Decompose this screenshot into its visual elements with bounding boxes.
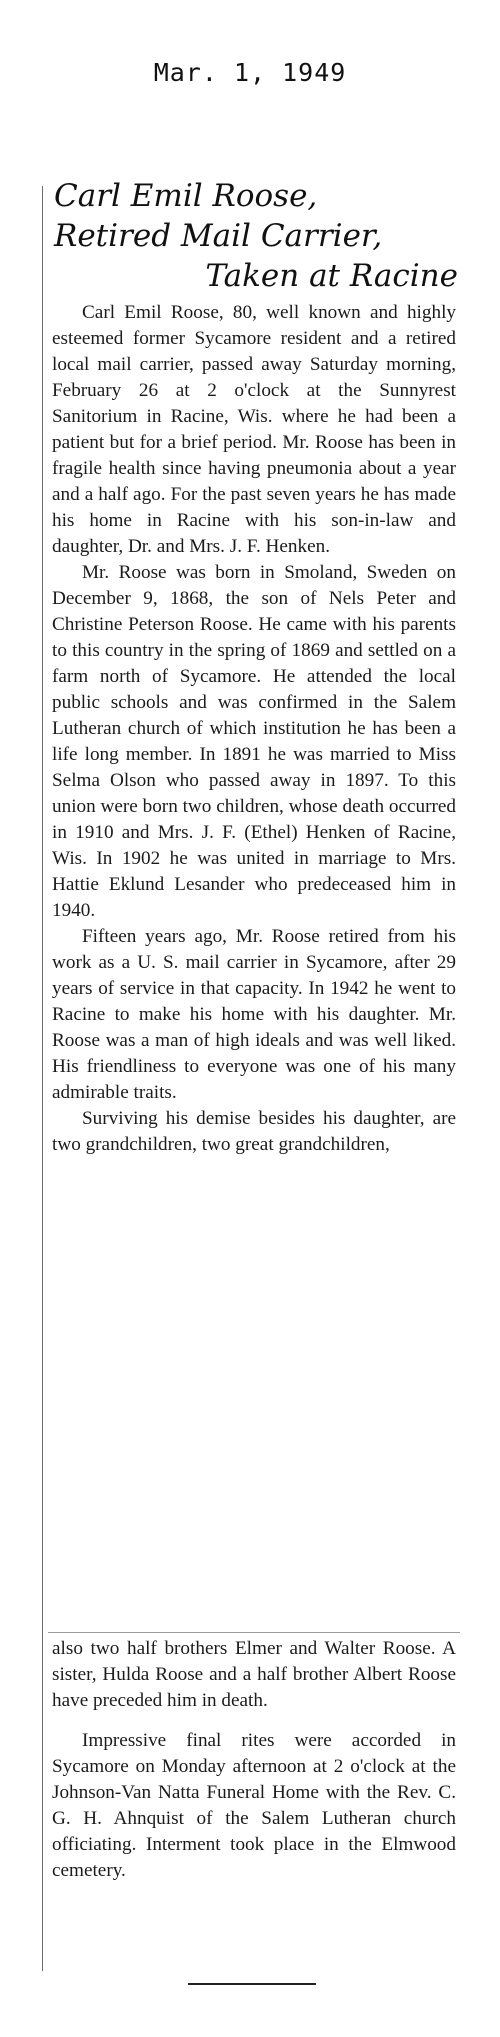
end-rule	[188, 1983, 316, 1985]
paragraph-4: Surviving his demise besides his daughter, are two grandchildren, two great grandchildren,	[52, 1108, 456, 1155]
headline	[54, 176, 460, 296]
article-body	[52, 300, 456, 1158]
paragraph-3: Fifteen years ago, Mr. Roose retired from his work as a U. S. mail carrier in Sycamore, after 29 years of service in that capacity. In 1942 he went to Racine to make his home with his daughter. Mr. Roose was a man of high ideals and was well liked. His friendliness to everyone was one of his many admirable traits.	[52, 926, 456, 1103]
obituary-clipping	[42, 176, 462, 1991]
headline-line-1: Carl Emil Roose,	[54, 178, 318, 214]
column-divider	[48, 1632, 460, 1633]
headline-line-3: Taken at Racine	[205, 258, 458, 294]
clipping-date: Mar. 1, 1949	[153, 58, 347, 87]
paragraph-5: also two half brothers Elmer and Walter Roose. A sister, Hulda Roose and a half brother Albert Roose have preceded him in death.	[52, 1638, 456, 1711]
column-rule	[42, 186, 43, 1971]
headline-line-2: Retired Mail Carrier,	[54, 218, 383, 254]
paragraph-2: Mr. Roose was born in Smoland, Sweden on December 9, 1868, the son of Nels Peter and Christine Peterson Roose. He came with his parents to this country in the spring of 1869 and settled on a farm north of Sycamore. He attended the local public schools and was confirmed in the Salem Lutheran church of which institution he has been a life long member. In 1891 he was married to Miss Selma Olson who passed away in 1897. To this union were born two children, whose death occurred in 1910 and Mrs. J. F. (Ethel) Henken of Racine, Wis. In 1902 he was united in marriage to Mrs. Hattie Eklund Lesander who predeceased him in 1940.	[52, 562, 456, 921]
article-body-continued	[52, 1636, 456, 1884]
paragraph-6: Impressive final rites were accorded in Sycamore on Monday afternoon at 2 o'clock at the Johnson-Van Natta Funeral Home with the Rev. C. G. H. Ahnquist of the Salem Lutheran church officiating. Interment took place in the Elmwood cemetery.	[52, 1730, 456, 1881]
paragraph-1: Carl Emil Roose, 80, well known and highly esteemed former Sycamore resident and a retired local mail carrier, passed away Saturday morning, February 26 at 2 o'clock at the Sunnyrest Sanitorium in Racine, Wis. where he had been a patient but for a brief period. Mr. Roose has been in fragile health since having pneumonia about a year and a half ago. For the past seven years he has made his home in Racine with his son-in-law and daughter, Dr. and Mrs. J. F. Henken.	[52, 302, 456, 557]
